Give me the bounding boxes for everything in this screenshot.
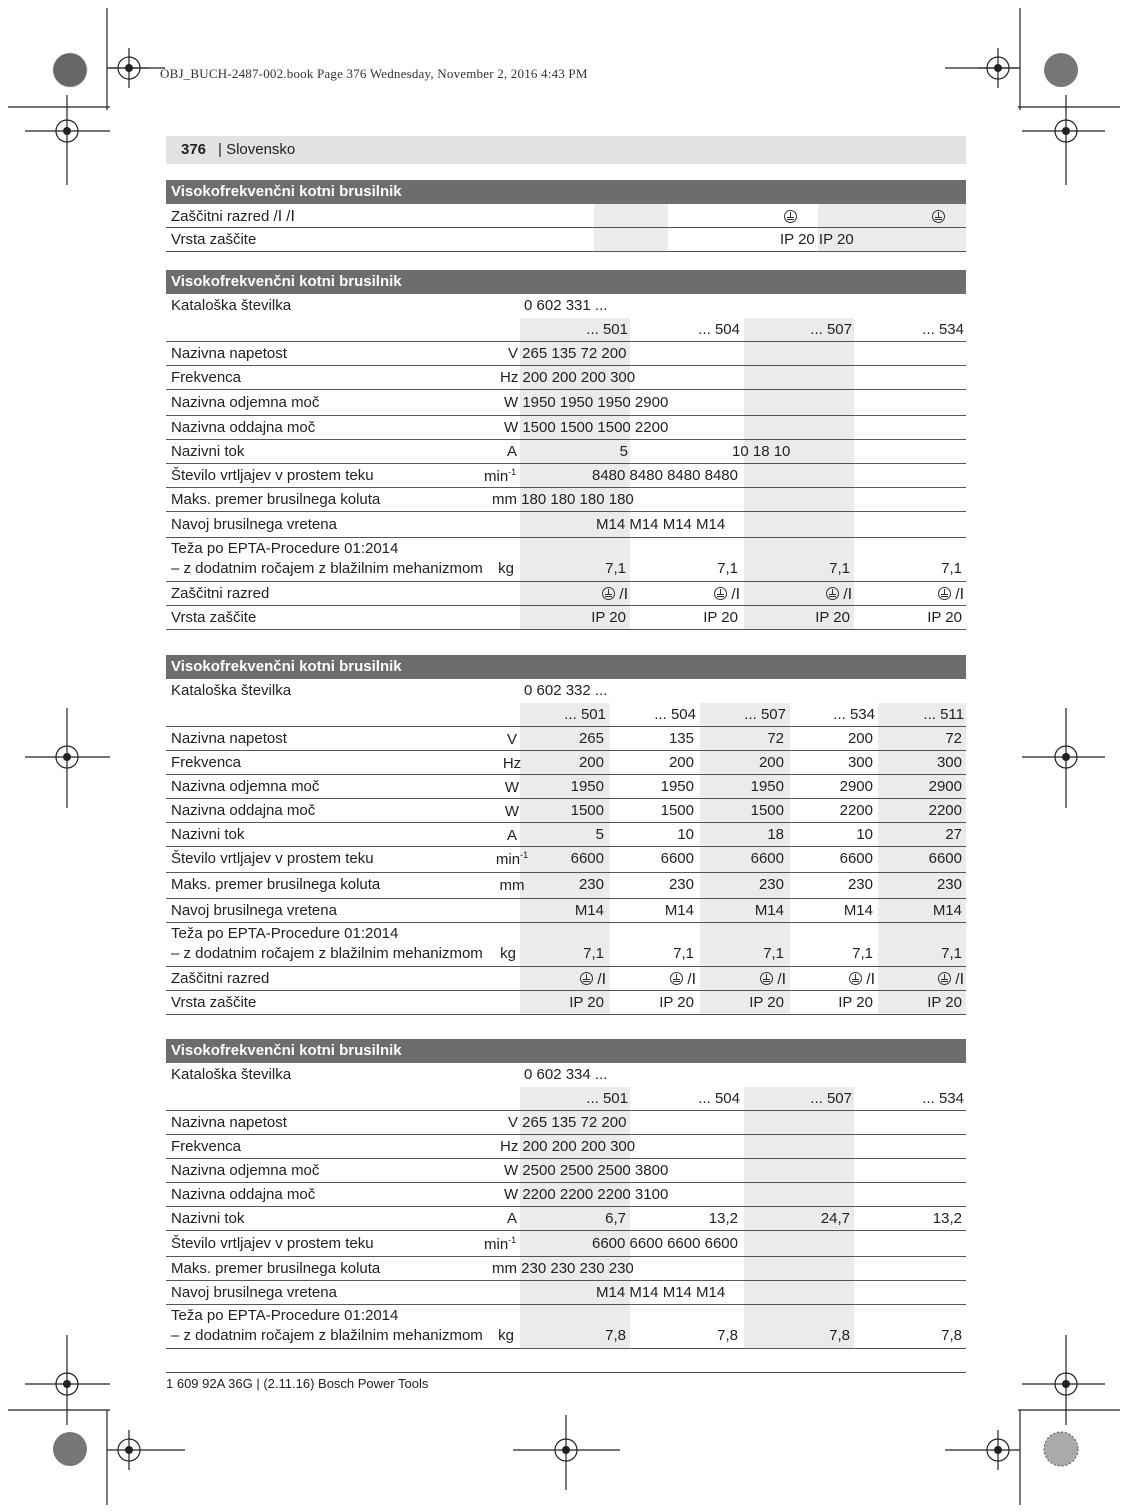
footer-divider [166,1372,966,1373]
row-value: 27 [945,826,962,843]
row-value: IP 20 IP 20 [780,231,854,248]
row-label: Navoj brusilnega vretena [171,902,337,919]
row-value: 200 [758,754,784,771]
row-value: IP 20 [838,994,873,1011]
page-language: | Slovensko [218,141,296,158]
table-row [166,342,966,366]
page-header [166,136,966,164]
spec-table-1 [166,270,966,630]
row-label: – z dodatnim ročajem z blažilnim mehanizmom [171,945,483,962]
table-row [166,538,966,582]
row-value: 7,8 [941,1327,962,1344]
row-value: 6600 [750,850,784,867]
row-value: 7,1 [583,945,604,962]
row-value: W 1500 1500 1500 2200 [504,419,669,436]
row-value: 10 [856,826,873,843]
row-value: IP 20 [927,994,962,1011]
row-value: 10 18 10 [732,443,791,460]
row-label: Nazivni tok [171,443,245,460]
spec-table-0 [166,180,966,252]
row-value: 200 [847,730,873,747]
row-value: 7,1 [763,945,784,962]
row-unit: $\min^{-1}$ [495,850,529,868]
row-unit: W [504,779,520,796]
column-header: ... 507 [810,1090,852,1107]
table-row [166,294,966,318]
row-value: IP 20 [815,609,850,626]
row-value: 1500 [750,802,784,819]
row-value: 2900 [839,778,873,795]
row-label: Število vrtljajev v prostem teku [171,850,374,867]
row-value: 6,7 [605,1210,626,1227]
row-label: Zaščitni razred [171,585,270,602]
earth-icon: /Ⅰ [602,585,628,603]
table-row [166,799,966,823]
table-row [166,751,966,775]
table-row [166,440,966,464]
catalog-number: 0 602 331 ... [524,297,608,314]
earth-icon: /Ⅰ [580,970,606,988]
table-row [166,1305,966,1349]
row-value: 6600 6600 6600 6600 [592,1235,738,1252]
section-title: Visokofrekvenčni kotni brusilnik [166,270,966,294]
table-row [166,967,966,991]
row-unit: kg [498,560,514,577]
row-label: Vrsta zaščite [171,231,257,248]
row-label: Kataloška številka [171,297,292,314]
row-value: 230 [758,876,784,893]
table-row [166,775,966,799]
row-unit: kg [500,945,516,962]
row-value: 1950 [660,778,694,795]
earth-icon: /Ⅰ [938,970,964,988]
row-value: 6600 [660,850,694,867]
sec2-data-rows [166,727,966,923]
table-row [166,390,966,416]
row-unit: $\min^{-1}$ [484,1235,517,1253]
section-title: Visokofrekvenčni kotni brusilnik [166,180,966,204]
row-label: Nazivna odjemna moč [171,778,320,795]
earth-icon: /Ⅰ [670,970,696,988]
row-value: 200 [668,754,694,771]
row-label: Nazivni tok [171,1210,245,1227]
row-value: M14 M14 M14 M14 [596,516,726,533]
row-value: 7,1 [673,945,694,962]
table-row [166,873,966,899]
row-value: 7,1 [717,560,738,577]
row-value: IP 20 [703,609,738,626]
column-header: ... 534 [922,321,964,338]
row-label: Frekvenca [171,754,242,771]
row-label: Frekvenca [171,1138,242,1155]
row-value: 230 [668,876,694,893]
column-header: ... 501 [586,1090,628,1107]
row-value: 1950 [750,778,784,795]
row-value: Hz 200 200 200 300 [500,1138,636,1155]
page-footer: 1 609 92A 36G | (2.11.16) Bosch Power Tools [166,1376,429,1391]
table-row [166,606,966,630]
row-label: Teža po EPTA-Procedure 01:2014 [171,925,399,942]
row-value: 6600 [839,850,873,867]
row-label: Vrsta zaščite [171,994,257,1011]
earth-icon [932,209,945,226]
row-value: 200 [578,754,604,771]
row-value: 7,8 [829,1327,850,1344]
section-title: Visokofrekvenčni kotni brusilnik [166,655,966,679]
row-value: 300 [936,754,962,771]
row-value: 5 [595,826,604,843]
row-value: 1500 [570,802,604,819]
row-unit: A [506,1210,517,1227]
table-row [166,488,966,512]
table-row [166,1135,966,1159]
row-unit: W [504,803,520,820]
row-unit: Hz [502,755,522,772]
row-value: M14 [574,902,604,919]
row-value: 7,1 [941,945,962,962]
row-value: 6600 [928,850,962,867]
row-value: 2900 [928,778,962,795]
table-row [166,899,966,923]
row-value: 7,8 [717,1327,738,1344]
row-unit: mm [499,877,525,894]
column-header: ... 504 [654,706,696,723]
row-value: 7,8 [605,1327,626,1344]
catalog-number: 0 602 332 ... [524,682,608,699]
row-value: 135 [668,730,694,747]
row-label: Nazivni tok [171,826,245,843]
row-value: W 2200 2200 2200 3100 [504,1186,669,1203]
table-row [166,1087,966,1111]
row-value: IP 20 [591,609,626,626]
table-row [166,366,966,390]
column-header: ... 534 [922,1090,964,1107]
row-label: Nazivna oddajna moč [171,1186,316,1203]
row-value: 10 [677,826,694,843]
row-value: 230 [578,876,604,893]
row-label: Navoj brusilnega vretena [171,516,337,533]
table-row [166,847,966,873]
row-label: Vrsta zaščite [171,609,257,626]
table-row [166,416,966,440]
row-value: 5 [619,443,628,460]
earth-icon: /Ⅰ [849,970,875,988]
row-label: Teža po EPTA-Procedure 01:2014 [171,540,399,557]
row-label: Nazivna oddajna moč [171,802,316,819]
row-label: Kataloška številka [171,1066,292,1083]
row-label: – z dodatnim ročajem z blažilnim mehanizmom [171,1327,483,1344]
row-label: Nazivna oddajna moč [171,419,316,436]
spec-table-3 [166,1039,966,1349]
row-value: 7,1 [605,560,626,577]
table-row [166,923,966,967]
earth-icon: /Ⅰ [760,970,786,988]
table-row [166,1183,966,1207]
column-header: ... 511 [923,706,964,723]
row-label: Nazivna odjemna moč [171,394,320,411]
row-value: V 265 135 72 200 [508,1114,627,1131]
row-value: 72 [945,730,962,747]
table-row [166,582,966,606]
row-value: 1950 [570,778,604,795]
column-header: ... 534 [833,706,875,723]
row-value: IP 20 [927,609,962,626]
row-unit: A [506,443,517,460]
row-value: Hz 200 200 200 300 [500,369,636,386]
row-value: 1500 [660,802,694,819]
row-value: IP 20 [569,994,604,1011]
table-row [166,823,966,847]
row-label: Kataloška številka [171,682,292,699]
row-label: – z dodatnim ročajem z blažilnim mehanizmom [171,560,483,577]
earth-icon [784,209,797,226]
row-value: M14 [843,902,873,919]
row-value: IP 20 [749,994,784,1011]
table-row [166,991,966,1015]
row-value: 6600 [570,850,604,867]
table-row [166,228,966,252]
column-header: ... 504 [698,1090,740,1107]
row-value: 13,2 [932,1210,962,1227]
table-row [166,1257,966,1281]
row-value: V 265 135 72 200 [508,345,627,362]
row-value: 7,1 [829,560,850,577]
row-value: 2200 [928,802,962,819]
column-header: ... 507 [810,321,852,338]
row-value: M14 [664,902,694,919]
row-value: 7,1 [852,945,873,962]
row-label: Število vrtljajev v prostem teku [171,467,374,484]
column-header: ... 501 [564,706,606,723]
row-label: Frekvenca [171,369,242,386]
row-value: M14 [932,902,962,919]
row-unit: kg [498,1327,514,1344]
row-label: Nazivna napetost [171,730,287,747]
table-row [166,703,966,727]
earth-icon: /Ⅰ [714,585,740,603]
earth-icon: /Ⅰ [938,585,964,603]
row-unit: A [506,827,517,844]
row-value: M14 M14 M14 M14 [596,1284,726,1301]
column-header: ... 507 [744,706,786,723]
table-row [166,1207,966,1231]
row-value: mm 180 180 180 180 [492,491,634,508]
row-value: 72 [767,730,784,747]
row-value: 24,7 [820,1210,850,1227]
table-row [166,727,966,751]
row-label: Maks. premer brusilnega koluta [171,876,381,893]
column-header: ... 504 [698,321,740,338]
table-row [166,1231,966,1257]
table-row [166,464,966,488]
table-row [166,1159,966,1183]
row-value: W 2500 2500 2500 3800 [504,1162,669,1179]
row-value: 230 [847,876,873,893]
row-label: Maks. premer brusilnega koluta [171,491,381,508]
row-label: Navoj brusilnega vretena [171,1284,337,1301]
row-label: Maks. premer brusilnega koluta [171,1260,381,1277]
row-value: 18 [767,826,784,843]
row-label: Nazivna napetost [171,345,287,362]
row-value: 2200 [839,802,873,819]
spec-table-2 [166,655,966,1015]
row-label: Nazivna napetost [171,1114,287,1131]
print-header: OBJ_BUCH-2487-002.book Page 376 Wednesday, November 2, 2016 4:43 PM [160,66,588,81]
row-value: M14 [754,902,784,919]
table-row [166,1111,966,1135]
row-label: Število vrtljajev v prostem teku [171,1235,374,1252]
page-number: 376 [181,141,207,158]
table-row [166,1281,966,1305]
row-value: 13,2 [708,1210,738,1227]
row-label: Nazivna odjemna moč [171,1162,320,1179]
row-unit: V [506,731,517,748]
table-row [166,1063,966,1087]
row-value: 265 [578,730,604,747]
table-row [166,318,966,342]
row-value: mm 230 230 230 230 [492,1260,634,1277]
row-value: 8480 8480 8480 8480 [592,467,738,484]
row-value: IP 20 [659,994,694,1011]
row-value: 230 [936,876,962,893]
row-unit: $\min^{-1}$ [484,467,517,485]
row-value: W 1950 1950 1950 2900 [504,394,669,411]
section-title: Visokofrekvenčni kotni brusilnik [166,1039,966,1063]
row-label: Teža po EPTA-Procedure 01:2014 [171,1307,399,1324]
table-row [166,679,966,703]
earth-icon: /Ⅰ [826,585,852,603]
row-label: Zaščitni razred [171,970,270,987]
catalog-number: 0 602 334 ... [524,1066,608,1083]
row-label: Zaščitni razred /Ⅰ /Ⅰ [171,208,295,225]
column-header: ... 501 [586,321,628,338]
table-row [166,512,966,538]
row-value: 7,1 [941,560,962,577]
table-row [166,204,966,228]
row-value: 300 [847,754,873,771]
